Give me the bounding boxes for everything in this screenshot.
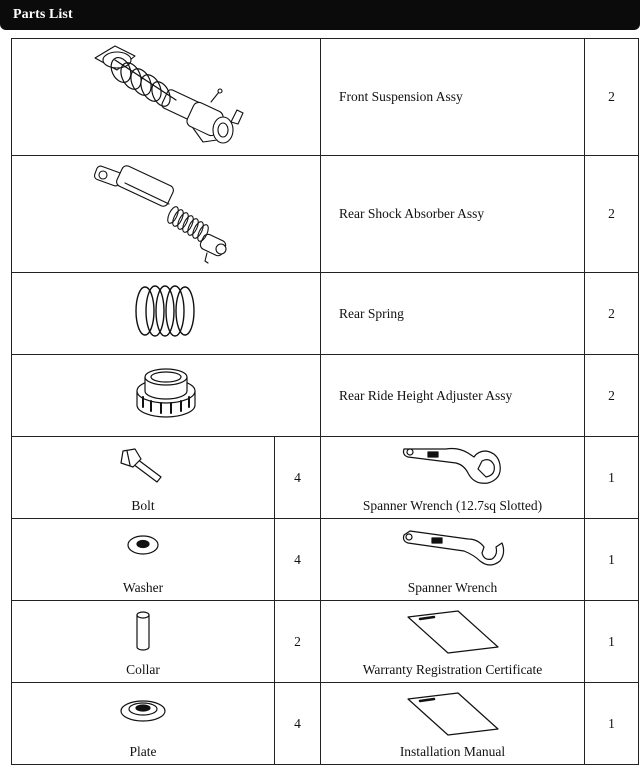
part-name: Spanner Wrench xyxy=(407,580,498,595)
part-cell xyxy=(12,601,275,683)
part-cell xyxy=(12,437,275,519)
part-qty: 1 xyxy=(585,601,639,683)
part-qty: 4 xyxy=(275,519,321,601)
part-name: Washer xyxy=(122,580,164,595)
washer-icon xyxy=(118,525,168,565)
rear-spring-icon xyxy=(121,276,211,346)
slotted-spanner-wrench-icon xyxy=(398,443,508,489)
front-suspension-icon xyxy=(81,40,251,150)
part-image-cell xyxy=(12,355,321,437)
table-row xyxy=(12,39,639,156)
part-name: Spanner Wrench (12.7sq Slotted) xyxy=(362,498,543,513)
part-image-cell xyxy=(12,39,321,156)
part-qty: 1 xyxy=(585,683,639,765)
part-name: Bolt xyxy=(131,498,155,513)
part-name: Plate xyxy=(129,744,157,759)
part-name: Front Suspension Assy xyxy=(321,39,585,156)
table-row xyxy=(12,156,639,273)
part-cell xyxy=(321,601,585,683)
part-qty: 2 xyxy=(275,601,321,683)
collar-icon xyxy=(123,607,163,655)
part-qty: 2 xyxy=(585,273,639,355)
part-qty: 2 xyxy=(585,355,639,437)
part-image-cell xyxy=(12,273,321,355)
part-cell xyxy=(321,683,585,765)
part-qty: 1 xyxy=(585,437,639,519)
part-qty: 2 xyxy=(585,156,639,273)
part-name: Rear Ride Height Adjuster Assy xyxy=(321,355,585,437)
part-name: Installation Manual xyxy=(399,744,506,759)
spanner-wrench-icon xyxy=(398,525,508,571)
part-cell xyxy=(321,519,585,601)
part-qty: 4 xyxy=(275,437,321,519)
page-title: Parts List xyxy=(13,7,73,22)
parts-list-header xyxy=(0,0,640,30)
plate-icon xyxy=(113,689,173,729)
table-row xyxy=(12,273,639,355)
table-row xyxy=(12,437,639,519)
part-qty: 1 xyxy=(585,519,639,601)
part-name: Collar xyxy=(126,662,160,677)
warranty-certificate-icon xyxy=(398,607,508,657)
part-name: Rear Spring xyxy=(321,273,585,355)
bolt-icon xyxy=(113,443,173,485)
part-qty: 4 xyxy=(275,683,321,765)
part-name: Rear Shock Absorber Assy xyxy=(321,156,585,273)
table-row xyxy=(12,519,639,601)
ride-height-adjuster-icon xyxy=(121,357,211,429)
rear-shock-absorber-icon xyxy=(81,157,251,267)
parts-table xyxy=(11,38,639,765)
part-cell xyxy=(12,683,275,765)
part-qty: 2 xyxy=(585,39,639,156)
part-cell xyxy=(12,519,275,601)
installation-manual-icon xyxy=(398,689,508,739)
part-name: Warranty Registration Certificate xyxy=(362,662,543,677)
part-image-cell xyxy=(12,156,321,273)
table-row xyxy=(12,355,639,437)
part-cell xyxy=(321,437,585,519)
table-row xyxy=(12,601,639,683)
table-row xyxy=(12,683,639,765)
